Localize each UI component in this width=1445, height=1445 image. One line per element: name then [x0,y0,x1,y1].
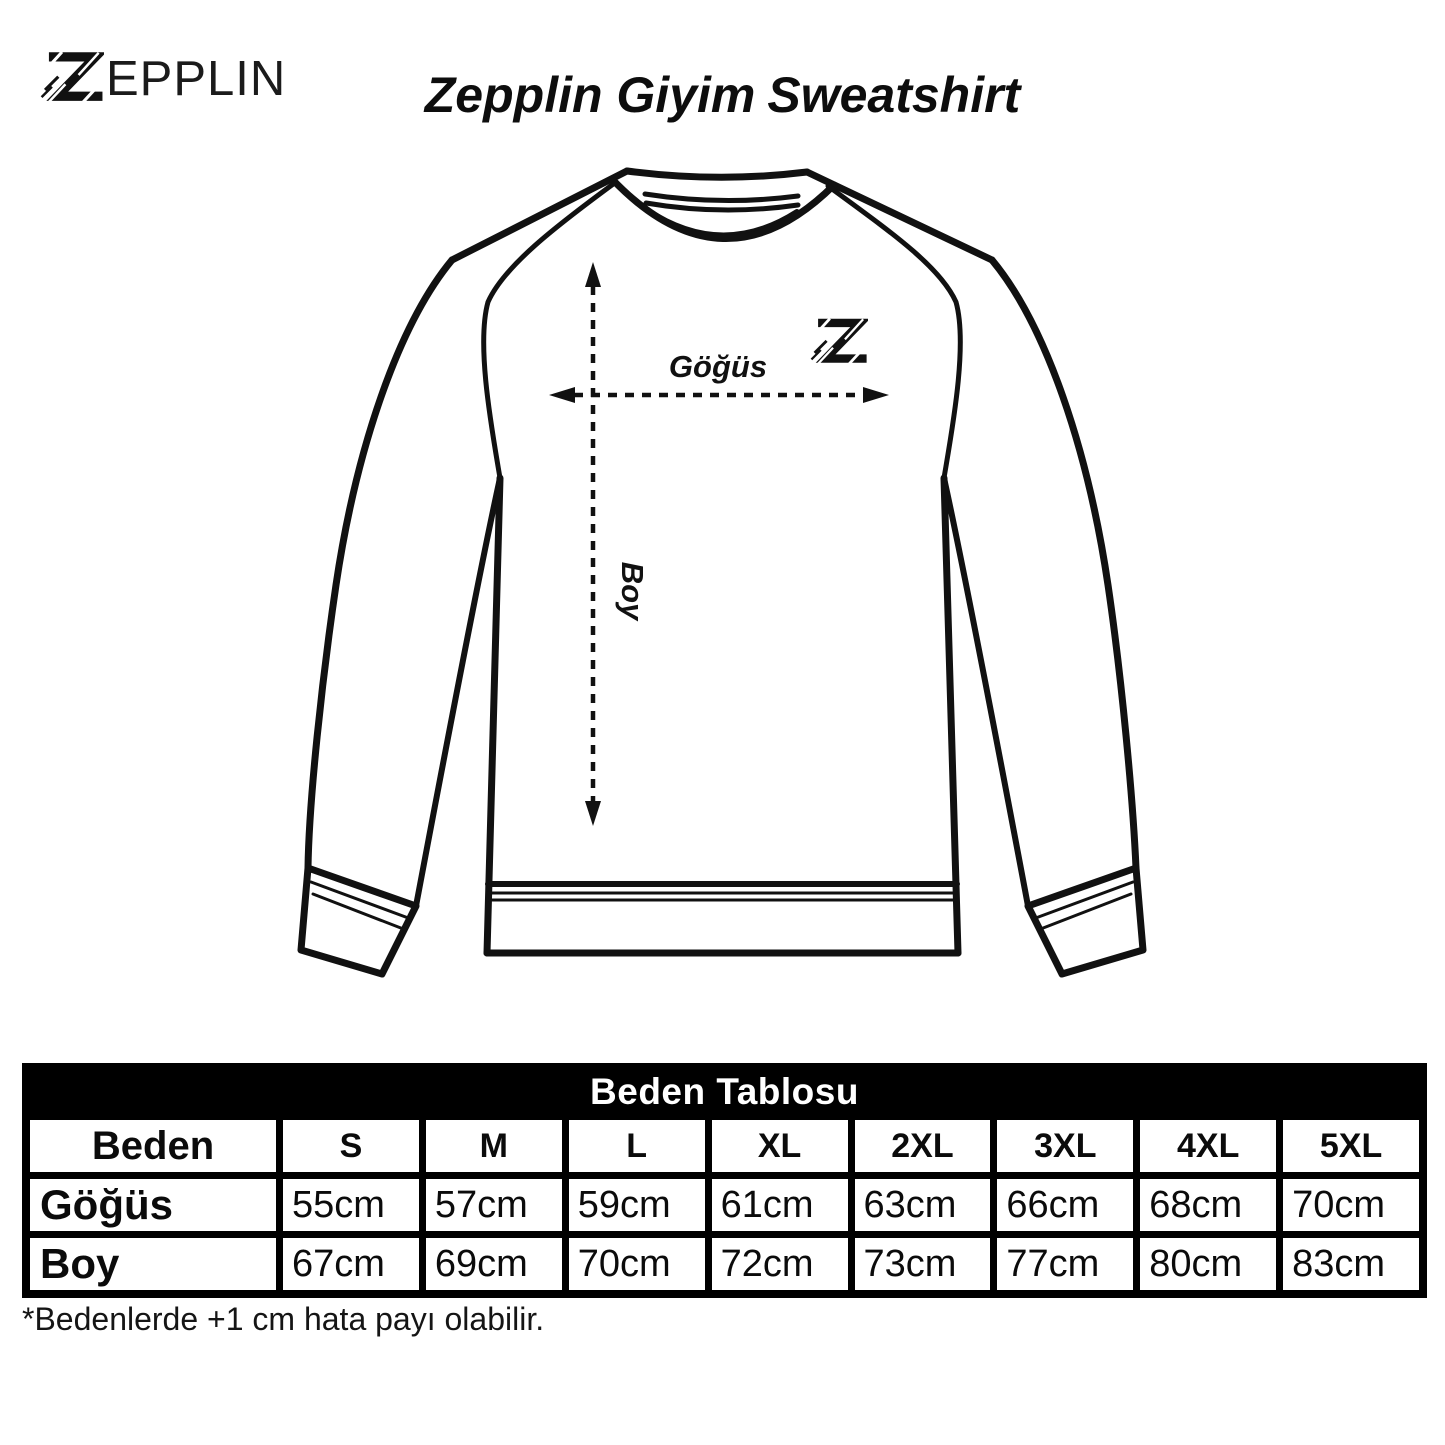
length-value-cell: 80cm [1140,1238,1276,1290]
chest-value-cell: 59cm [569,1179,705,1231]
chest-value-cell: 66cm [997,1179,1133,1231]
length-label: Boy [615,561,650,621]
chest-z-logo [812,320,862,367]
chest-value-cell: 57cm [426,1179,562,1231]
length-value-cell: 70cm [569,1238,705,1290]
chest-value-cell: 70cm [1283,1179,1419,1231]
sweatshirt-drawing [270,150,1180,1030]
size-header-cell: 2XL [855,1120,991,1172]
brand-name: EPPLIN [106,52,287,106]
size-table-title: Beden Tablosu [30,1071,1419,1113]
size-header-cell: XL [712,1120,848,1172]
chest-value-cell: 63cm [855,1179,991,1231]
length-value-cell: 77cm [997,1238,1133,1290]
chest-label: Göğüs [668,349,768,384]
chest-width-arrow [549,387,889,403]
size-header-cell: L [569,1120,705,1172]
size-table-corner-header: Beden [30,1120,276,1172]
size-header-cell: 4XL [1140,1120,1276,1172]
chest-value-cell: 55cm [283,1179,419,1231]
chest-value-cell: 61cm [712,1179,848,1231]
size-header-cell: S [283,1120,419,1172]
size-tolerance-note: *Bedenlerde +1 cm hata payı olabilir. [22,1301,545,1337]
length-value-cell: 83cm [1283,1238,1419,1290]
length-value-cell: 73cm [855,1238,991,1290]
page-title-regular: Zepplin Giyim [424,67,756,123]
length-value-cell: 69cm [426,1238,562,1290]
size-header-cell: 5XL [1283,1120,1419,1172]
row-label-chest: Göğüs [30,1179,276,1231]
size-table [22,1063,1427,1298]
length-value-cell: 67cm [283,1238,419,1290]
size-header-cell: 3XL [997,1120,1133,1172]
sweatshirt-diagram [270,150,1180,1030]
page-title-bold: Sweatshirt [767,67,1021,123]
chest-value-cell: 68cm [1140,1179,1276,1231]
page-title [0,66,1445,124]
size-header-cell: M [426,1120,562,1172]
row-label-length: Boy [30,1238,276,1290]
length-value-cell: 72cm [712,1238,848,1290]
length-arrow [585,262,601,826]
